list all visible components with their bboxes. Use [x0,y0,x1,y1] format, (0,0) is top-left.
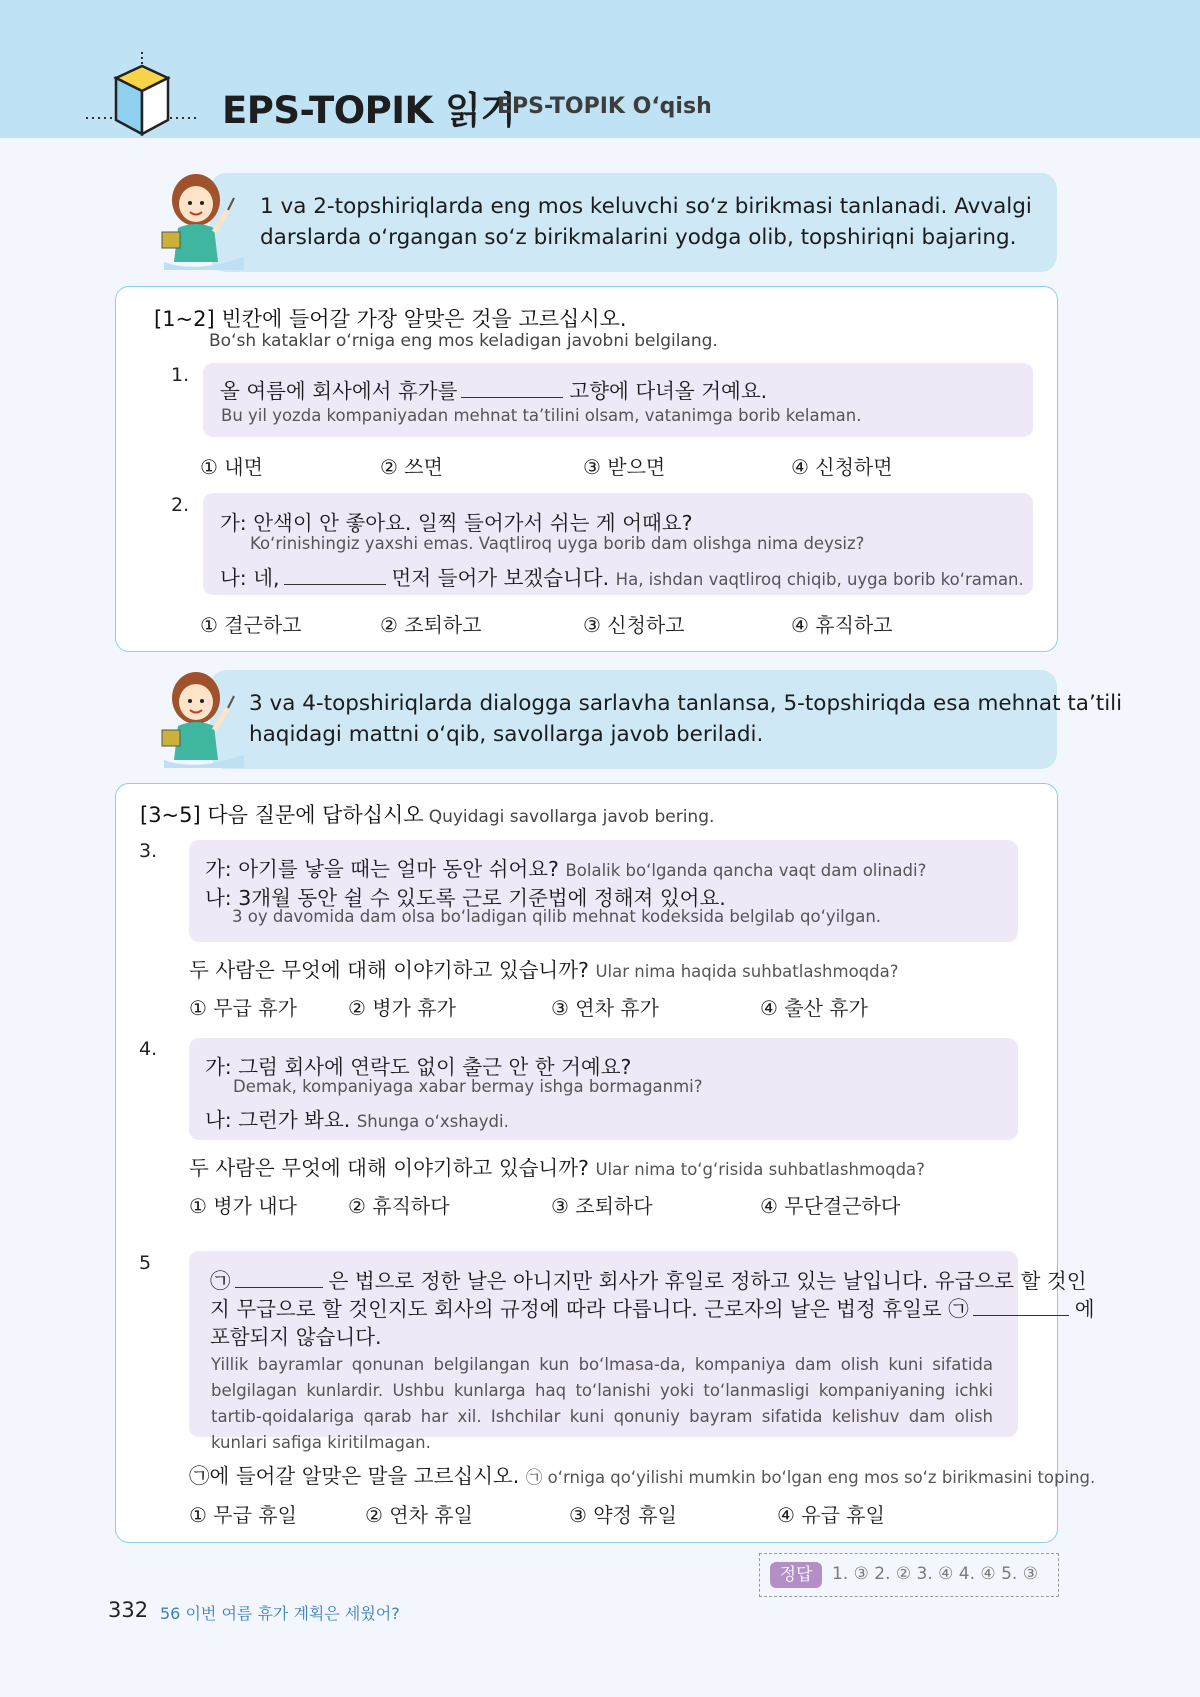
question-3-question-uz: Ular nima haqida suhbatlashmoqda? [595,962,899,981]
question-5-option-1[interactable]: ① 무급 휴일 [189,1503,297,1527]
tip-2-line-2: haqidagi mattni o‘qib, savollarga javob beriladi. [249,722,764,747]
question-5-para-line-3: 포함되지 않습니다. [210,1325,382,1349]
question-3-question [189,953,898,983]
question-4-question [189,1151,925,1181]
teacher-illustration-icon [156,170,244,270]
question-2-line-2-b: 먼저 들어가 보겠습니다. [391,566,610,590]
question-1-blank [461,396,563,398]
question-2-line-2-translation: Ha, ishdan vaqtliroq chiqib, uyga borib ko‘raman. [615,570,1024,589]
question-4-option-3[interactable]: ③ 조퇴하다 [551,1194,653,1218]
question-5-blank-1 [235,1286,323,1288]
question-3-question-ko: 두 사람은 무엇에 대해 이야기하고 있습니까? [189,958,589,982]
question-4-line-1: 가: 그럼 회사에 연락도 없이 출근 안 한 거예요? [205,1055,632,1079]
question-5-number: 5 [139,1252,152,1274]
question-1-number: 1. [171,364,190,386]
answer-key [759,1553,1059,1597]
question-5-option-2[interactable]: ② 연차 휴일 [365,1503,473,1527]
page-title: EPS-TOPIK 읽기 [222,89,516,132]
question-3-option-4[interactable]: ④ 출산 휴가 [760,996,868,1020]
question-5-blank-2 [973,1314,1069,1316]
teacher-illustration-icon [156,668,244,768]
question-2-blank [284,583,386,585]
question-5-question-uz: ㉠ o‘rniga qo‘yilishi mumkin bo‘lgan eng mos so‘z birikmasini toping. [525,1468,1096,1487]
section-2-heading: [3~5] 다음 질문에 답하십시오 [140,803,424,827]
question-1-text-a: 올 여름에 회사에서 휴가를 [220,379,458,403]
question-5-para-line-2-text: 지 무급으로 할 것인지도 회사의 규정에 따라 다릅니다. 근로자의 날은 법정 휴일로 ㉠ [210,1297,969,1321]
question-4-line-2-uz: Shunga o‘xshaydi. [356,1112,509,1131]
question-5-para-line-2 [210,1292,1095,1322]
question-1-translation: Bu yil yozda kompaniyadan mehnat ta’tilini olsam, vatanimga borib kelaman. [221,406,862,425]
question-2-option-2[interactable]: ② 조퇴하고 [380,613,482,637]
question-4-question-uz: Ular nima to‘g‘risida suhbatlashmoqda? [595,1160,925,1179]
page-subtitle: EPS-TOPIK O‘qish [497,94,712,119]
section-1-heading: [1~2] 빈칸에 들어갈 가장 알맞은 것을 고르십시오. [154,307,627,331]
question-5-option-3[interactable]: ③ 약정 휴일 [569,1503,677,1527]
question-1-option-2[interactable]: ② 쓰면 [380,455,443,479]
question-5-translation: Yillik bayramlar qonunan belgilangan kun bo‘lmasa-da, kompaniya dam olish kuni sifatida belgilagan kunlardir. Ushbu kunlarga haq to‘lanishi yoki to‘lanmasligi kompaniyaning ichki tartib-qoidalariga qarab har xil. Ishchilar kuni qonuniy bayram sifatida kelishuv dam olish kunlari safiga kiritilmagan. [211,1355,993,1452]
question-4-option-2[interactable]: ② 휴직하다 [348,1194,450,1218]
question-5-question [189,1459,1095,1489]
question-3-line-1-uz: Bolalik bo‘lganda qancha vaqt dam olinadi? [565,861,927,880]
question-3-line-1-ko: 가: 아기를 낳을 때는 얼마 동안 쉬어요? [205,857,559,881]
tip-1-line-2: darslarda o‘rgangan so‘z birikmalarini yodga olib, topshiriqni bajaring. [260,225,1017,250]
question-5-option-4[interactable]: ④ 유급 휴일 [777,1503,885,1527]
question-2-number: 2. [171,494,190,516]
question-4-question-ko: 두 사람은 무엇에 대해 이야기하고 있습니까? [189,1156,589,1180]
question-1-option-3[interactable]: ③ 받으면 [583,455,666,479]
question-4-number: 4. [139,1038,158,1060]
question-4-option-1[interactable]: ① 병가 내다 [189,1194,297,1218]
question-5-marker-1: ㉠ [210,1269,231,1293]
question-2-option-4[interactable]: ④ 휴직하고 [791,613,893,637]
question-2-line-2 [220,561,1024,591]
question-4-line-1-uz: Demak, kompaniyaga xabar bermay ishga bormaganmi? [233,1077,703,1096]
question-1-option-4[interactable]: ④ 신청하면 [791,455,893,479]
question-5-question-ko: ㉠에 들어갈 알맞은 말을 고르십시오. [189,1464,520,1488]
answer-key-label: 정답 [770,1562,822,1588]
question-3-option-2[interactable]: ② 병가 휴가 [348,996,456,1020]
question-3-number: 3. [139,840,158,862]
cube-icon [86,48,202,142]
tip-2-line-1: 3 va 4-topshiriqlarda dialogga sarlavha tanlansa, 5-topshiriqda esa mehnat ta’tili [249,691,1123,716]
question-2-line-1: 가: 안색이 안 좋아요. 일찍 들어가서 쉬는 게 어때요? [220,511,693,535]
page-number: 332 [108,1598,149,1622]
question-5-para-line-1-text: 은 법으로 정한 날은 아니지만 회사가 휴일로 정하고 있는 날입니다. 유급으로 할 것인 [328,1269,1087,1293]
question-5-para-line-2-end: 에 [1074,1297,1095,1321]
question-3-option-1[interactable]: ① 무급 휴가 [189,996,297,1020]
question-1-text-b: 고향에 다녀올 거예요. [569,379,768,403]
question-4-line-2 [205,1103,509,1133]
question-2-option-3[interactable]: ③ 신청하고 [583,613,685,637]
section-2-heading-uz: Quyidagi savollarga javob bering. [428,807,715,827]
section-1-heading-uz: Bo‘sh kataklar o‘rniga eng mos keladigan javobni belgilang. [209,331,718,351]
question-1-option-1[interactable]: ① 내면 [200,455,263,479]
question-4-option-4[interactable]: ④ 무단결근하다 [760,1194,901,1218]
answer-key-text: 1. ③ 2. ② 3. ④ 4. ④ 5. ③ [832,1564,1038,1584]
question-4-line-2-ko: 나: 그런가 봐요. [205,1108,351,1132]
question-3-line-1 [205,852,926,882]
question-2-line-1-translation: Ko‘rinishingiz yaxshi emas. Vaqtliroq uyga borib dam olishga nima deysiz? [250,534,865,553]
question-1-sentence [220,374,767,404]
tip-1-line-1: 1 va 2-topshiriqlarda eng mos keluvchi so‘z birikmasi tanlanadi. Avvalgi [260,194,1032,219]
question-5-para-line-1 [210,1264,1087,1294]
lesson-title: 56 이번 여름 휴가 계획은 세웠어? [160,1604,400,1623]
question-3-option-3[interactable]: ③ 연차 휴가 [551,996,659,1020]
question-3-line-2: 나: 3개월 동안 쉴 수 있도록 근로 기준법에 정해져 있어요. [205,886,726,910]
question-2-option-1[interactable]: ① 결근하고 [200,613,302,637]
question-2-line-2-a: 나: 네, [220,566,280,590]
section-2-heading-row [140,799,714,829]
question-3-line-2-uz: 3 oy davomida dam olsa bo‘ladigan qilib mehnat kodeksida belgilab qo‘yilgan. [232,907,882,926]
